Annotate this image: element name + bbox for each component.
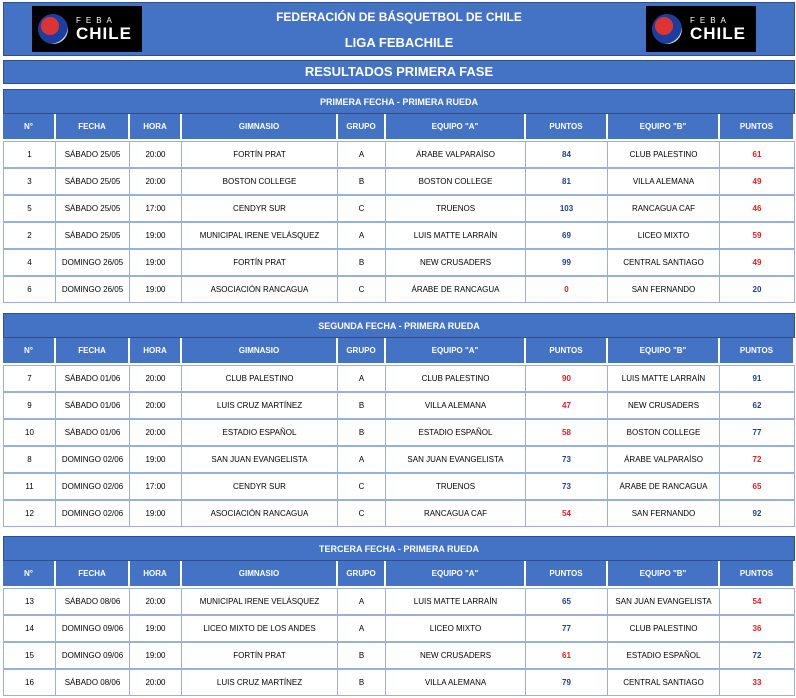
column-header: EQUIPO "A" xyxy=(386,561,526,586)
group: B xyxy=(338,669,386,696)
group: B xyxy=(338,168,386,195)
team-a: NEW CRUSADERS xyxy=(386,249,526,276)
column-header: GRUPO xyxy=(338,114,386,139)
results-section xyxy=(3,89,795,303)
gym-name: CLUB PALESTINO xyxy=(182,365,338,392)
points-a: 73 xyxy=(526,473,608,500)
column-header: EQUIPO "A" xyxy=(386,114,526,139)
points-a: 73 xyxy=(526,446,608,473)
logo-chile-text: CHILE xyxy=(76,23,132,43)
points-b: 20 xyxy=(720,276,795,303)
game-date: SÁBADO 01/06 xyxy=(56,392,130,419)
section-title: PRIMERA FECHA - PRIMERA RUEDA xyxy=(3,89,795,114)
results-section xyxy=(3,313,795,527)
team-b: CENTRAL SANTIAGO xyxy=(608,669,720,696)
gym-name: LUIS CRUZ MARTÍNEZ xyxy=(182,669,338,696)
table-row xyxy=(3,500,795,527)
gym-name: CENDYR SUR xyxy=(182,473,338,500)
team-a: SAN JUAN EVANGELISTA xyxy=(386,446,526,473)
points-b: 91 xyxy=(720,365,795,392)
points-b: 49 xyxy=(720,168,795,195)
game-date: SÁBADO 08/06 xyxy=(56,588,130,615)
game-number: 11 xyxy=(3,473,56,500)
game-time: 19:00 xyxy=(130,642,182,669)
group: A xyxy=(338,365,386,392)
team-b: VILLA ALEMANA xyxy=(608,168,720,195)
table-row xyxy=(3,276,795,303)
points-a: 99 xyxy=(526,249,608,276)
gym-name: MUNICIPAL IRENE VELÁSQUEZ xyxy=(182,222,338,249)
points-b: 77 xyxy=(720,419,795,446)
game-date: DOMINGO 09/06 xyxy=(56,642,130,669)
table-row xyxy=(3,249,795,276)
team-a: LUIS MATTE LARRAÍN xyxy=(386,588,526,615)
team-a: CLUB PALESTINO xyxy=(386,365,526,392)
results-title: RESULTADOS PRIMERA FASE xyxy=(3,60,795,84)
game-date: SÁBADO 08/06 xyxy=(56,669,130,696)
column-header: HORA xyxy=(130,338,182,363)
game-number: 13 xyxy=(3,588,56,615)
section-title: TERCERA FECHA - PRIMERA RUEDA xyxy=(3,536,795,561)
game-time: 19:00 xyxy=(130,615,182,642)
column-header: HORA xyxy=(130,114,182,139)
group: B xyxy=(338,419,386,446)
table-row xyxy=(3,588,795,615)
column-header: HORA xyxy=(130,561,182,586)
group: A xyxy=(338,222,386,249)
basketball-icon xyxy=(652,14,682,44)
table-row xyxy=(3,419,795,446)
points-b: 46 xyxy=(720,195,795,222)
team-a: ESTADIO ESPAÑOL xyxy=(386,419,526,446)
group: B xyxy=(338,249,386,276)
febachile-logo-right xyxy=(646,6,756,52)
group: A xyxy=(338,141,386,168)
game-date: SÁBADO 25/05 xyxy=(56,222,130,249)
game-time: 19:00 xyxy=(130,500,182,527)
team-a: LICEO MIXTO xyxy=(386,615,526,642)
team-b: NEW CRUSADERS xyxy=(608,392,720,419)
game-date: DOMINGO 26/05 xyxy=(56,249,130,276)
game-number: 16 xyxy=(3,669,56,696)
table-row xyxy=(3,473,795,500)
table-row xyxy=(3,392,795,419)
column-header: PUNTOS xyxy=(526,114,608,139)
column-header: EQUIPO "B" xyxy=(608,561,720,586)
points-a: 0 xyxy=(526,276,608,303)
team-a: VILLA ALEMANA xyxy=(386,669,526,696)
team-a: VILLA ALEMANA xyxy=(386,392,526,419)
table-row xyxy=(3,669,795,696)
group: A xyxy=(338,588,386,615)
column-header: N° xyxy=(3,338,56,363)
group: B xyxy=(338,642,386,669)
game-date: DOMINGO 09/06 xyxy=(56,615,130,642)
column-header: PUNTOS xyxy=(526,561,608,586)
team-b: SAN FERNANDO xyxy=(608,276,720,303)
team-b: ESTADIO ESPAÑOL xyxy=(608,642,720,669)
column-header: GIMNASIO xyxy=(182,114,338,139)
column-header: N° xyxy=(3,561,56,586)
game-number: 3 xyxy=(3,168,56,195)
points-a: 90 xyxy=(526,365,608,392)
points-a: 77 xyxy=(526,615,608,642)
gym-name: ASOCIACIÓN RANCAGUA xyxy=(182,276,338,303)
points-a: 81 xyxy=(526,168,608,195)
logo-chile-text: CHILE xyxy=(690,23,746,43)
game-date: SÁBADO 01/06 xyxy=(56,365,130,392)
team-b: ÁRABE DE RANCAGUA xyxy=(608,473,720,500)
table-header-row xyxy=(3,338,795,363)
team-b: RANCAGUA CAF xyxy=(608,195,720,222)
game-date: DOMINGO 26/05 xyxy=(56,276,130,303)
points-a: 79 xyxy=(526,669,608,696)
logo-feba-text: FEBA xyxy=(76,15,117,25)
group: C xyxy=(338,473,386,500)
team-b: LICEO MIXTO xyxy=(608,222,720,249)
points-b: 36 xyxy=(720,615,795,642)
game-time: 20:00 xyxy=(130,392,182,419)
column-header: FECHA xyxy=(56,114,130,139)
team-b: ÁRABE VALPARAÍSO xyxy=(608,446,720,473)
column-header: GIMNASIO xyxy=(182,338,338,363)
team-a: TRUENOS xyxy=(386,195,526,222)
column-header: EQUIPO "A" xyxy=(386,338,526,363)
game-number: 1 xyxy=(3,141,56,168)
table-row xyxy=(3,195,795,222)
team-a: ÁRABE VALPARAÍSO xyxy=(386,141,526,168)
game-time: 17:00 xyxy=(130,195,182,222)
game-time: 17:00 xyxy=(130,473,182,500)
team-b: CENTRAL SANTIAGO xyxy=(608,249,720,276)
game-number: 14 xyxy=(3,615,56,642)
points-b: 59 xyxy=(720,222,795,249)
team-a: LUIS MATTE LARRAÍN xyxy=(386,222,526,249)
results-section xyxy=(3,536,795,696)
team-b: BOSTON COLLEGE xyxy=(608,419,720,446)
game-time: 20:00 xyxy=(130,365,182,392)
team-a: BOSTON COLLEGE xyxy=(386,168,526,195)
game-time: 20:00 xyxy=(130,168,182,195)
points-b: 65 xyxy=(720,473,795,500)
game-number: 12 xyxy=(3,500,56,527)
team-a: NEW CRUSADERS xyxy=(386,642,526,669)
table-row xyxy=(3,642,795,669)
game-date: SÁBADO 25/05 xyxy=(56,141,130,168)
group: A xyxy=(338,615,386,642)
game-time: 19:00 xyxy=(130,276,182,303)
column-header: FECHA xyxy=(56,561,130,586)
game-time: 19:00 xyxy=(130,249,182,276)
table-header-row xyxy=(3,561,795,586)
game-time: 20:00 xyxy=(130,669,182,696)
game-time: 20:00 xyxy=(130,141,182,168)
game-date: SÁBADO 25/05 xyxy=(56,195,130,222)
points-a: 84 xyxy=(526,141,608,168)
gym-name: LICEO MIXTO DE LOS ANDES xyxy=(182,615,338,642)
column-header: GIMNASIO xyxy=(182,561,338,586)
group: A xyxy=(338,446,386,473)
team-b: CLUB PALESTINO xyxy=(608,615,720,642)
table-row xyxy=(3,615,795,642)
game-date: DOMINGO 02/06 xyxy=(56,446,130,473)
gym-name: BOSTON COLLEGE xyxy=(182,168,338,195)
points-b: 92 xyxy=(720,500,795,527)
team-a: RANCAGUA CAF xyxy=(386,500,526,527)
gym-name: LUIS CRUZ MARTÍNEZ xyxy=(182,392,338,419)
group: C xyxy=(338,276,386,303)
table-row xyxy=(3,365,795,392)
game-time: 19:00 xyxy=(130,222,182,249)
group: C xyxy=(338,195,386,222)
game-date: DOMINGO 02/06 xyxy=(56,473,130,500)
points-a: 61 xyxy=(526,642,608,669)
points-a: 69 xyxy=(526,222,608,249)
game-time: 19:00 xyxy=(130,446,182,473)
game-date: SÁBADO 25/05 xyxy=(56,168,130,195)
points-b: 61 xyxy=(720,141,795,168)
points-a: 58 xyxy=(526,419,608,446)
header-banner xyxy=(3,2,795,56)
league-title: LIGA FEBACHILE xyxy=(344,35,454,50)
gym-name: FORTÍN PRAT xyxy=(182,141,338,168)
group: C xyxy=(338,500,386,527)
points-b: 72 xyxy=(720,446,795,473)
game-number: 9 xyxy=(3,392,56,419)
gym-name: CENDYR SUR xyxy=(182,195,338,222)
column-header: N° xyxy=(3,114,56,139)
game-time: 20:00 xyxy=(130,588,182,615)
game-number: 4 xyxy=(3,249,56,276)
team-b: CLUB PALESTINO xyxy=(608,141,720,168)
game-number: 7 xyxy=(3,365,56,392)
team-b: SAN FERNANDO xyxy=(608,500,720,527)
game-number: 2 xyxy=(3,222,56,249)
game-number: 15 xyxy=(3,642,56,669)
column-header: PUNTOS xyxy=(720,561,795,586)
team-a: TRUENOS xyxy=(386,473,526,500)
table-row xyxy=(3,141,795,168)
game-number: 6 xyxy=(3,276,56,303)
logo-feba-text: FEBA xyxy=(690,15,731,25)
points-b: 49 xyxy=(720,249,795,276)
federation-title: FEDERACIÓN DE BÁSQUETBOL DE CHILE xyxy=(276,10,522,24)
group: B xyxy=(338,392,386,419)
column-header: PUNTOS xyxy=(526,338,608,363)
points-b: 62 xyxy=(720,392,795,419)
column-header: PUNTOS xyxy=(720,114,795,139)
gym-name: FORTÍN PRAT xyxy=(182,249,338,276)
table-header-row xyxy=(3,114,795,139)
points-a: 47 xyxy=(526,392,608,419)
team-b: SAN JUAN EVANGELISTA xyxy=(608,588,720,615)
game-number: 8 xyxy=(3,446,56,473)
column-header: FECHA xyxy=(56,338,130,363)
table-row xyxy=(3,446,795,473)
gym-name: FORTÍN PRAT xyxy=(182,642,338,669)
column-header: EQUIPO "B" xyxy=(608,338,720,363)
points-b: 72 xyxy=(720,642,795,669)
section-title: SEGUNDA FECHA - PRIMERA RUEDA xyxy=(3,313,795,338)
game-number: 5 xyxy=(3,195,56,222)
points-b: 33 xyxy=(720,669,795,696)
game-number: 10 xyxy=(3,419,56,446)
column-header: PUNTOS xyxy=(720,338,795,363)
game-time: 20:00 xyxy=(130,419,182,446)
game-date: DOMINGO 02/06 xyxy=(56,500,130,527)
table-row xyxy=(3,168,795,195)
column-header: GRUPO xyxy=(338,561,386,586)
column-header: EQUIPO "B" xyxy=(608,114,720,139)
points-a: 65 xyxy=(526,588,608,615)
column-header: GRUPO xyxy=(338,338,386,363)
gym-name: ESTADIO ESPAÑOL xyxy=(182,419,338,446)
table-row xyxy=(3,222,795,249)
points-a: 54 xyxy=(526,500,608,527)
points-a: 103 xyxy=(526,195,608,222)
game-date: SÁBADO 01/06 xyxy=(56,419,130,446)
points-b: 54 xyxy=(720,588,795,615)
team-a: ÁRABE DE RANCAGUA xyxy=(386,276,526,303)
gym-name: SAN JUAN EVANGELISTA xyxy=(182,446,338,473)
gym-name: MUNICIPAL IRENE VELÁSQUEZ xyxy=(182,588,338,615)
team-b: LUIS MATTE LARRAÍN xyxy=(608,365,720,392)
gym-name: ASOCIACIÓN RANCAGUA xyxy=(182,500,338,527)
